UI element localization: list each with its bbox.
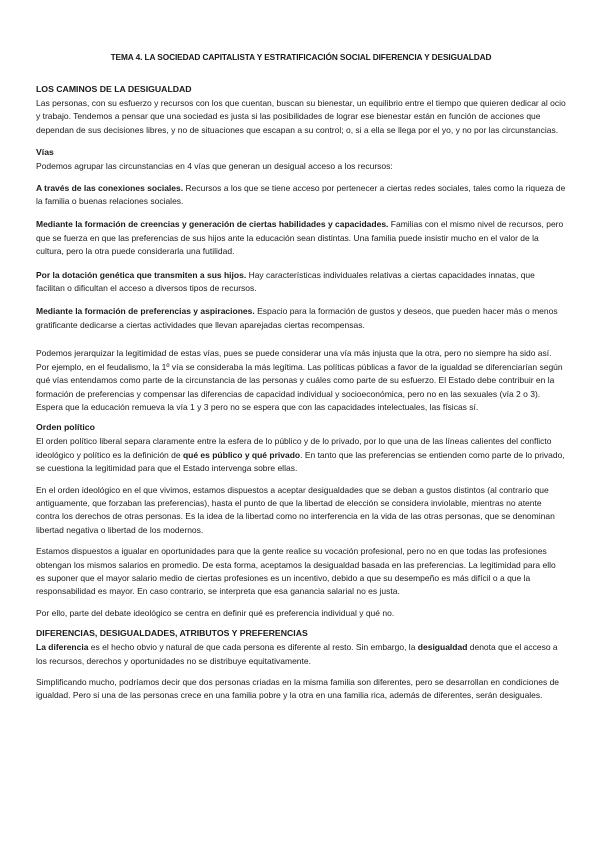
section-heading-caminos: LOS CAMINOS DE LA DESIGUALDAD	[36, 84, 192, 94]
section-heading-vias: Vías	[36, 147, 54, 158]
document-title: TEMA 4. LA SOCIEDAD CAPITALISTA Y ESTRATIFICACIÓN SOCIAL DIFERENCIA Y DESIGUALDAD	[110, 52, 492, 62]
paragraph-simplificando: Simplificando mucho, podríamos decir que dos personas criadas en la misma familia son diferentes, pero se desarrollan en condiciones de igualdad. Pero si una de las personas crece en una familia pobre y la otra en una familia rica, además de diferentes, serán desiguales.	[36, 677, 560, 701]
via-1-title: A través de las conexiones sociales.	[36, 182, 184, 193]
paragraph-oportunidades: Estamos dispuestos a igualar en oportunidades para que la gente realice su vocación profesional, pero no en que todas las profesiones obtengan los mismos salarios en promedio. De esta forma, aceptamos la desigualdad basada en las preferencias. La legitimidad para ello es suponer que el mayor salario medio de ciertas profesiones es un incentivo, debido a que su desempeño es más difícil o a que la responsabilidad es mayor. En caso contrario, se interpreta que esa ganancia salarial no es justa.	[36, 546, 556, 597]
paragraph-bienestar: Las personas, con su esfuerzo y recursos con los que cuentan, buscan su bienestar, un equilibrio entre el tiempo que quieren dedicar al ocio y trabajo. Tendemos a pensar que una sociedad es justa si las posibilidades de lograr ese bienestar están en función de acciones que dependan de sus decisiones libres, y no de situaciones que escapan a su control; o, si a ella se llega por el yo, y no por las circunstancias.	[36, 98, 566, 135]
dif-p1-text-a: es el hecho obvio y natural de que cada persona es diferente al resto. Sin embargo, la	[88, 642, 418, 653]
paragraph-vias-intro: Podemos agrupar las circunstancias en 4 vías que generan un desigual acceso a los recursos:	[36, 161, 393, 172]
via-4-text: Espacio para la formación de gustos y deseos, que pueden hacer más o menos gratificante dedicarse a ciertas actividades que llevan aparejadas ciertas recompensas.	[36, 306, 558, 330]
via-conexiones-sociales	[36, 182, 566, 209]
dif-bold-diferencia: La diferencia	[36, 642, 89, 653]
paragraph-orden-liberal	[36, 435, 566, 475]
via-creencias-habilidades	[36, 218, 566, 258]
via-2-text: Familias con el mismo nivel de recursos, pero que se fuerza en que las preferencias de sus hijos ante la educación sean distintas. Una familia puede insistir mucho en el valor de la cultura, pero la otra puede considerarla una futilidad.	[36, 219, 564, 257]
orden-p1-text-b: . En tanto que las preferencias se entienden como parte de lo privado, se cuestiona la legitimidad para que el Estado intervenga sobre ellas.	[36, 449, 565, 474]
via-preferencias-aspiraciones	[36, 305, 566, 332]
orden-p1-text-a: El orden político liberal separa claramente entre la esfera de lo público y de lo privado, por lo que una de las líneas calientes del conflicto ideológico y político es la definición de	[36, 436, 552, 460]
paragraph-jerarquizar: Podemos jerarquizar la legitimidad de estas vías, pues se puede considerar una vía más injusta que la otra, pero no siempre ha sido así. Por ejemplo, en el feudalismo, la 1º vía se consideraba la más legítima. Las políticas públicas a favor de la igualdad se diferenciarían según qué vías entendamos como parte de la circunstancia de las personas y cuáles como parte de su esfuerzo. El Estado debe contribuir en la formación de preferencias y compensar las diferencias de capacidad individual y socioeconómica, pero no en las sexuales (vía 2 o 3). Espera que la educación remueva la vía 1 y 3 pero no se espera que con las capacidades intelectuales, las físicas sí.	[36, 348, 563, 412]
paragraph-orden-ideologico: En el orden ideológico en el que vivimos, estamos dispuestos a aceptar desigualdades que se deban a gustos distintos (al contrario que antiguamente, que forzaban las preferencias), hasta el punto de que la libertad de elección se considera inviolable, mientras no atente contra los derechos de otras personas. Es la idea de la libertad como no interferencia en la vida de las otras personas, que se denominan libertad negativa o libertad de los modernos.	[36, 484, 555, 535]
paragraph-debate: Por ello, parte del debate ideológico se centra en definir qué es preferencia individual y qué no.	[36, 607, 395, 618]
via-3-title: Por la dotación genética que transmiten a sus hijos.	[36, 269, 247, 280]
dif-bold-desigualdad: desigualdad	[417, 642, 468, 653]
via-4-title: Mediante la formación de preferencias y aspiraciones.	[36, 306, 255, 317]
via-2-title: Mediante la formación de creencias y generación de ciertas habilidades y capacidades.	[36, 219, 389, 230]
section-heading-diferencias: DIFERENCIAS, DESIGUALDADES, ATRIBUTOS Y PREFERENCIAS	[36, 628, 308, 639]
via-dotacion-genetica	[36, 269, 566, 296]
document-page	[36, 52, 566, 703]
via-1-text: Recursos a los que se tiene acceso por pertenecer a ciertas redes sociales, tales como la riqueza de la familia o buenas relaciones sociales.	[36, 182, 566, 207]
paragraph-diferencia	[36, 641, 566, 668]
dif-p1-text-b: denota que el acceso a los recursos, derechos y oportunidades no se distribuye equitativamente.	[36, 642, 558, 666]
section-heading-orden-politico: Orden político	[36, 422, 95, 433]
via-3-text: Hay características individuales relativas a ciertas capacidades innatas, que facilitan o dificultan el acceso a diversos tipos de recursos.	[36, 269, 535, 294]
orden-p1-bold: qué es público y qué privado	[182, 449, 301, 460]
